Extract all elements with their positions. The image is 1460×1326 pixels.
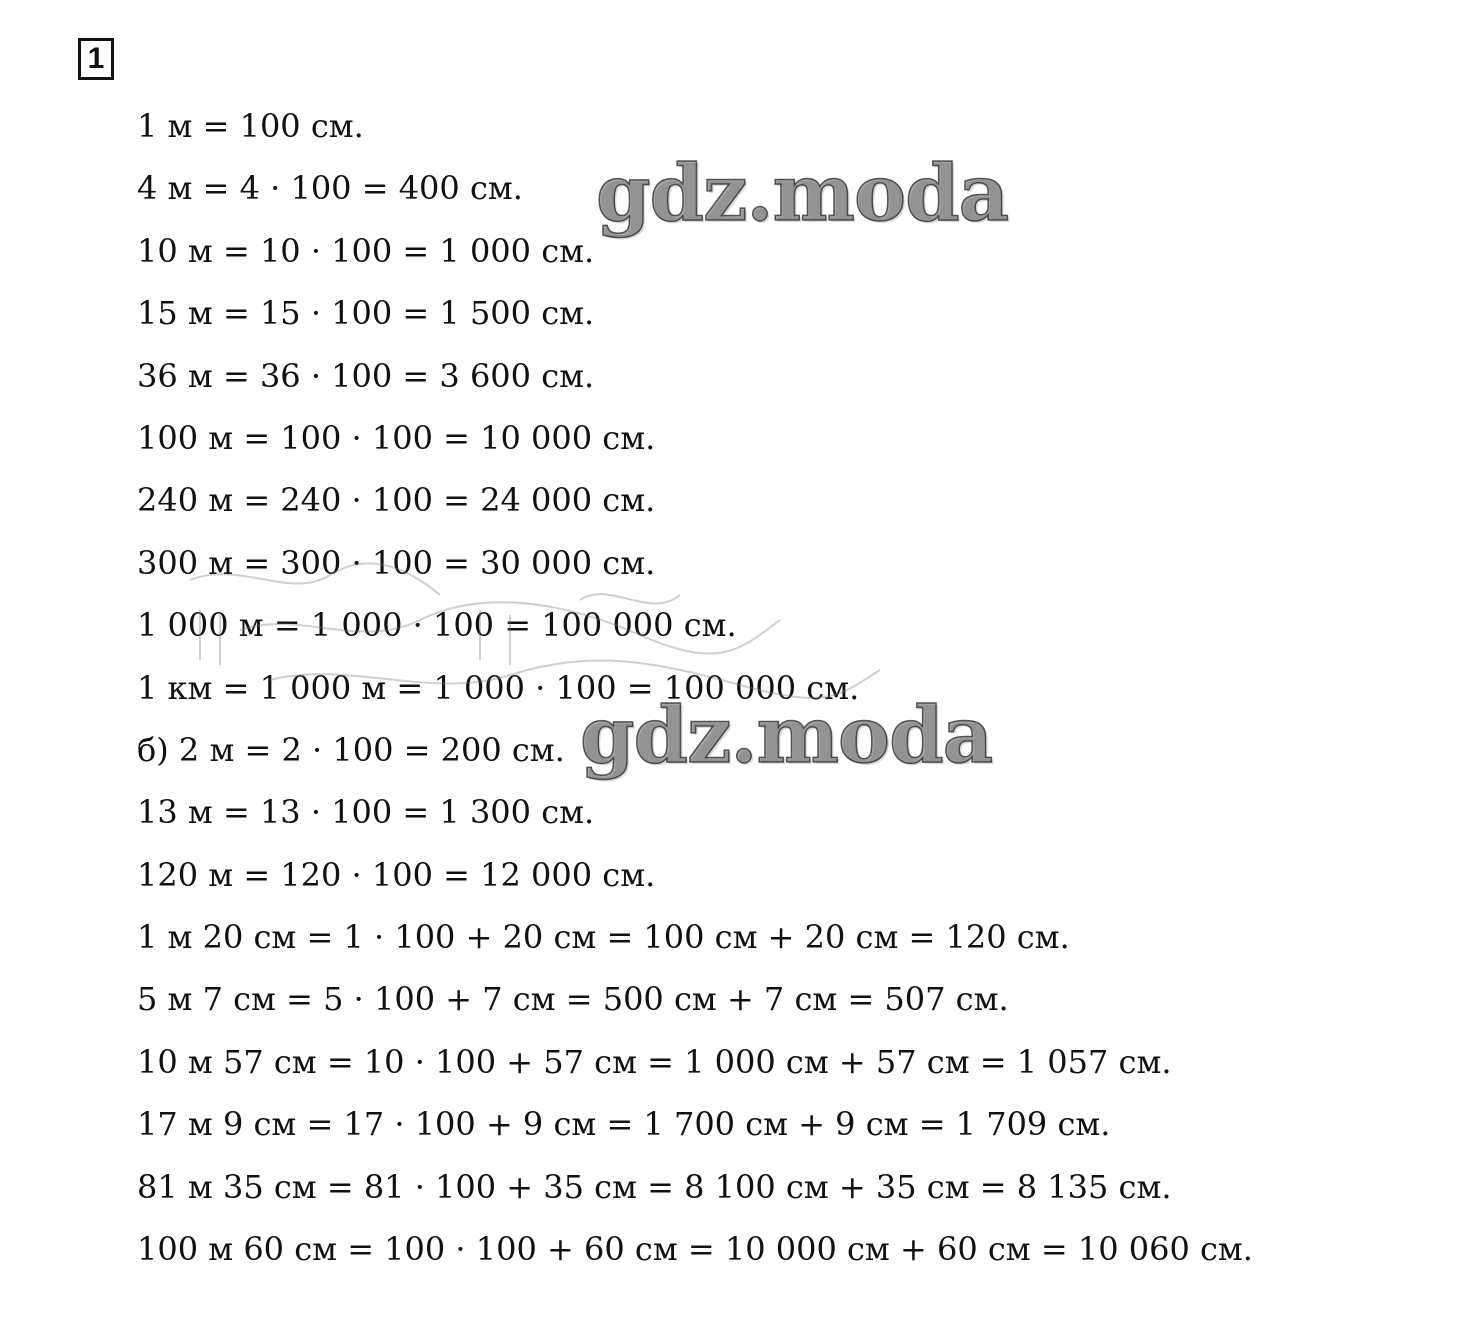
solution-line: 13 м = 13 · 100 = 1 300 см. (137, 793, 595, 832)
solution-line: 81 м 35 см = 81 · 100 + 35 см = 8 100 см + 35 см = 8 135 см. (137, 1167, 1172, 1206)
solution-line: 240 м = 240 · 100 = 24 000 см. (137, 481, 656, 520)
solution-line: 1 км = 1 000 м = 1 000 · 100 = 100 000 см. (137, 668, 860, 707)
solution-line: 100 м 60 см = 100 · 100 + 60 см = 10 000 см + 60 см = 10 060 см. (137, 1230, 1253, 1269)
solution-line: 15 м = 15 · 100 = 1 500 см. (137, 294, 595, 333)
solution-line: 10 м = 10 · 100 = 1 000 см. (137, 231, 595, 270)
solution-line: 5 м 7 см = 5 · 100 + 7 см = 500 см + 7 см = 507 см. (137, 980, 1009, 1019)
solution-line: 100 м = 100 · 100 = 10 000 см. (137, 418, 656, 457)
solution-line: 36 м = 36 · 100 = 3 600 см. (137, 356, 595, 395)
task-number-box: 1 (78, 38, 114, 80)
solution-line: 4 м = 4 · 100 = 400 см. (137, 169, 523, 208)
solution-line: 1 м = 100 см. (137, 107, 364, 145)
solution-line: 1 м 20 см = 1 · 100 + 20 см = 100 см + 20 см = 120 см. (137, 918, 1070, 957)
solution-lines (137, 100, 1253, 1285)
watermark-logo: gdz.moda (596, 148, 1009, 239)
solution-line: 1 000 м = 1 000 · 100 = 100 000 см. (137, 606, 737, 645)
solution-line: 17 м 9 см = 17 · 100 + 9 см = 1 700 см + 9 см = 1 709 см. (137, 1105, 1111, 1144)
solution-line: б) 2 м = 2 · 100 = 200 см. (137, 730, 565, 769)
solution-line: 300 м = 300 · 100 = 30 000 см. (137, 543, 656, 582)
solution-line: 10 м 57 см = 10 · 100 + 57 см = 1 000 см + 57 см = 1 057 см. (137, 1042, 1172, 1081)
watermark-logo: gdz.moda (580, 690, 993, 781)
solution-line: 120 м = 120 · 100 = 12 000 см. (137, 855, 656, 894)
